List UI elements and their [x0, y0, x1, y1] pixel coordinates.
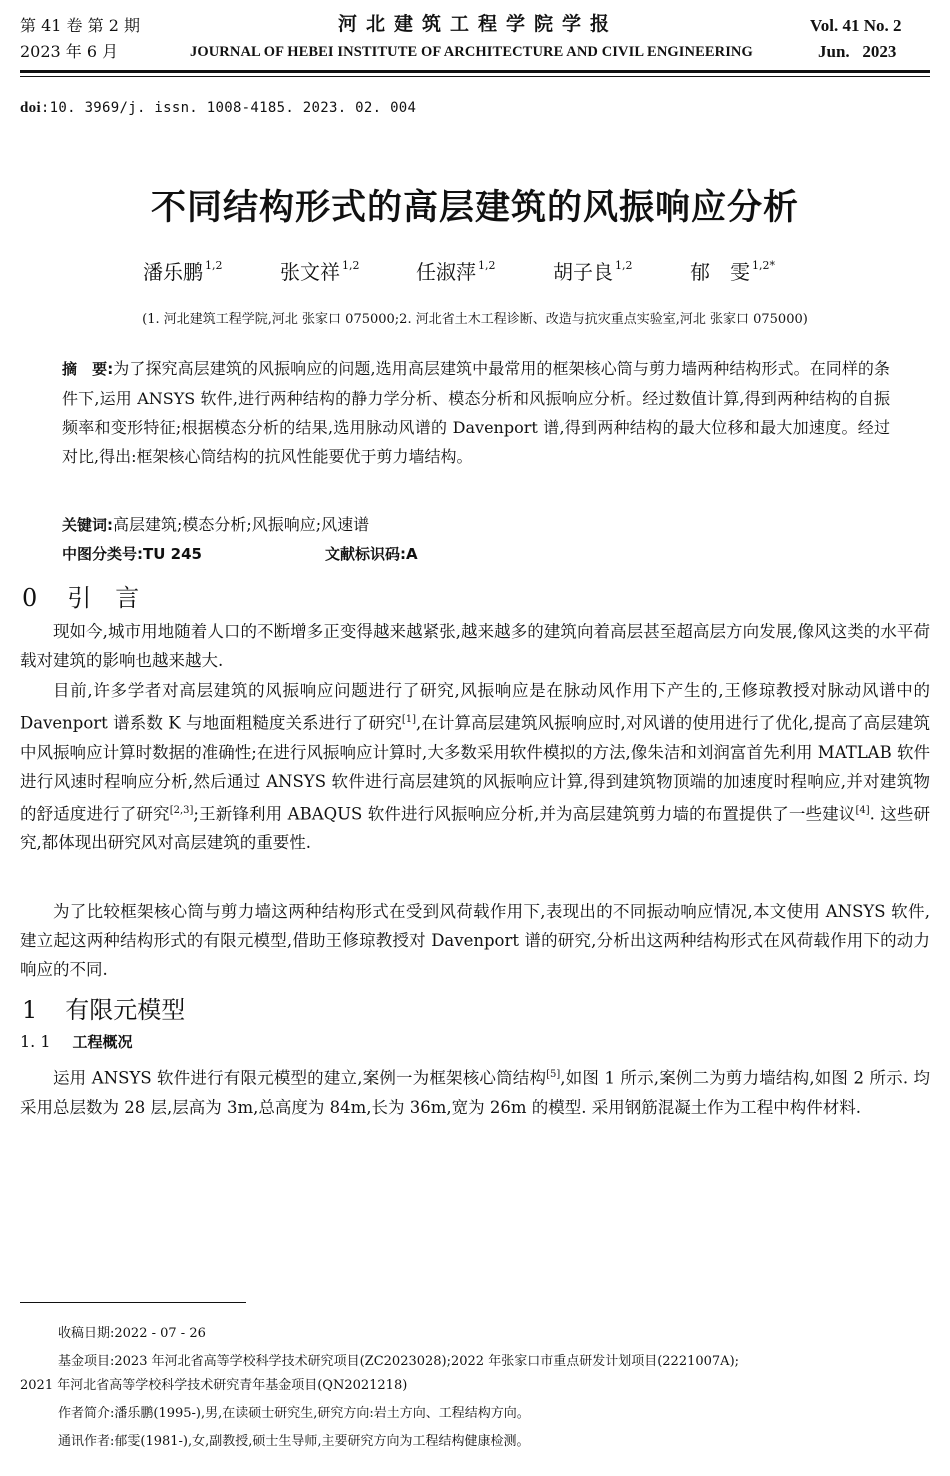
intro-p2-part-b: ,在计算高层建筑风振响应时,对风谱的使用进行了优化,提高了高层建筑中风振响应计算时数据的准确性;在进行风振响应计算时,大多数采用软件模拟的方法,像朱洁和刘润富首先利用 MATLAB 软件进行风速时程响应分析,然后通过 ANSYS 软件进行高层建筑的风振响应计算,得到建筑物顶端的加速度时程响应,并对建筑物的舒适度进行了研究 [20, 713, 930, 823]
header-date-cn: 2023 年 6 月 [20, 42, 119, 61]
citation-ref-5: [5] [546, 1069, 561, 1080]
header-rule-thick [20, 70, 930, 73]
intro-p2-part-d: . 这些研究,都体现出研究风对高层建筑的重要性. [20, 804, 930, 852]
author-affil-sup: 1,2 [478, 259, 496, 272]
author-name: 任淑萍 [416, 260, 476, 284]
abstract-text: 为了探究高层建筑的风振响应的问题,选用高层建筑中最常用的框架核心筒与剪力墙两种结构形式。在同样的条件下,运用 ANSYS 软件,进行两种结构的静力学分析、模态分析和风振响应分析。经过数值计算,得到两种结构的自振频率和变形特征;根据模态分析的结果,选用脉动风谱的 Davenport 谱,得到两种结构的最大位移和最大加速度。经过对比,得出:框架核心筒结构的抗风性能要优于剪力墙结构。 [62, 359, 891, 466]
author-name: 胡子良 [553, 260, 613, 284]
author-4 [553, 256, 633, 285]
author-affil-sup: 1,2 [205, 259, 223, 272]
header-date-en: Jun. 2023 [818, 42, 897, 61]
abstract [62, 354, 890, 471]
header-volume-cn: 第 41 卷 第 2 期 [20, 16, 140, 35]
citation-ref-2-3: [2,3] [169, 804, 194, 816]
author-5 [690, 256, 775, 285]
doi-label: doi [20, 100, 41, 116]
doi [20, 100, 416, 117]
intro-paragraph-1: 现如今,城市用地随着人口的不断增多正变得越来越紧张,越来越多的建筑向着高层甚至超高层方向发展,像风这类的水平荷载对建筑的影响也越来越大. [20, 622, 930, 670]
intro-paragraph-3: 为了比较框架核心筒与剪力墙这两种结构形式在受到风荷载作用下,表现出的不同振动响应情况,本文使用 ANSYS 软件,建立起这两种结构形式的有限元模型,借助王修琼教授对 Davenport 谱的研究,分析出这两种结构形式在风荷载作用下的动力响应的不同. [20, 902, 930, 979]
clc-label: 中图分类号: [62, 545, 143, 563]
keywords-text: 高层建筑;模态分析;风振响应;风速谱 [113, 515, 370, 534]
author-name: 郁 雯 [690, 260, 750, 284]
author-1 [143, 256, 223, 285]
footnote-corresponding: 通讯作者:郁雯(1981-),女,副教授,硕士生导师,主要研究方向为工程结构健康检测。 [58, 1434, 530, 1449]
document-code [325, 543, 418, 564]
author-name: 张文祥 [280, 260, 340, 284]
footnote-fund-a: 基金项目:2023 年河北省高等学校科学技术研究项目(ZC2023028);2022 年张家口市重点研发计划项目(2221007A); [58, 1354, 740, 1369]
footnote-fund-b: 2021 年河北省高等学校科学技术研究青年基金项目(QN2021218) [20, 1378, 408, 1393]
footnote-received: 收稿日期:2022 - 07 - 26 [58, 1326, 206, 1341]
author-3 [416, 256, 496, 285]
doi-value: :10. 3969/j. issn. 1008-4185. 2023. 02. 004 [40, 100, 417, 116]
author-2 [280, 256, 360, 285]
citation-ref-1: [1] [401, 714, 416, 725]
footnotes [20, 1322, 930, 1454]
header-volume-en: Vol. 41 No. 2 [810, 16, 902, 35]
doc-code-value: A [406, 545, 418, 563]
overview-paragraph [20, 1060, 930, 1122]
clc-value: TU 245 [143, 545, 202, 563]
citation-ref-4: [4] [855, 804, 870, 816]
subsection-number: 1. 1 [20, 1032, 51, 1051]
header-journal-en: JOURNAL OF HEBEI INSTITUTE OF ARCHITECTURE AND CIVIL ENGINEERING [190, 44, 753, 60]
header-rule-thin [20, 76, 930, 77]
section-heading-0 [22, 578, 139, 613]
subsection-title: 工程概况 [72, 1033, 133, 1051]
paper-title: 不同结构形式的高层建筑的风振响应分析 [150, 188, 799, 228]
author-affil-sup: 1,2 [615, 259, 633, 272]
abstract-label: 摘 要: [62, 360, 114, 378]
intro-p2-part-a: 目前,许多学者对高层建筑的风振响应问题进行了研究,风振响应是在脉动风作用下产生的,王修琼教授对脉动风谱中的 Davenport 谱系数 K 与地面粗糙度关系进行了研究 [20, 681, 930, 733]
footnote-rule [20, 1302, 246, 1303]
section-number: 0 [22, 584, 38, 612]
affiliation: (1. 河北建筑工程学院,河北 张家口 075000;2. 河北省土木工程诊断、改造与抗灾重点实验室,河北 张家口 075000) [142, 312, 808, 327]
footnote-author-bio: 作者简介:潘乐鹏(1995-),男,在读硕士研究生,研究方向:岩土方向、工程结构方向。 [58, 1406, 530, 1421]
overview-part-a: 运用 ANSYS 软件进行有限元模型的建立,案例一为框架核心筒结构 [53, 1068, 547, 1088]
header-journal-cn: 河北建筑工程学院学报 [338, 13, 619, 35]
intro-paragraph-2 [20, 676, 930, 857]
subsection-heading-1-1 [20, 1031, 133, 1052]
section-title: 有限元模型 [65, 996, 186, 1024]
intro-p2-part-c: ;王新锋利用 ABAQUS 软件进行风振响应分析,并为高层建筑剪力墙的布置提供了一些建议 [193, 804, 856, 823]
section-number: 1 [22, 996, 38, 1024]
keywords [62, 512, 369, 535]
overview-part-b: ,如图 1 所示,案例二为剪力墙结构,如图 2 所示. 均采用总层数为 28 层,层高为 3m,总高度为 84m,长为 36m,宽为 26m 的模型. 采用钢筋混凝土作为工程中构件材料. [20, 1068, 930, 1117]
author-affil-sup: 1,2* [752, 259, 775, 272]
clc-number [62, 543, 202, 564]
doc-code-label: 文献标识码: [325, 545, 406, 563]
author-affil-sup: 1,2 [342, 259, 360, 272]
section-title: 引 言 [67, 584, 140, 612]
author-name: 潘乐鹏 [143, 260, 203, 284]
keywords-label: 关键词: [62, 516, 113, 534]
section-heading-1 [22, 990, 185, 1025]
